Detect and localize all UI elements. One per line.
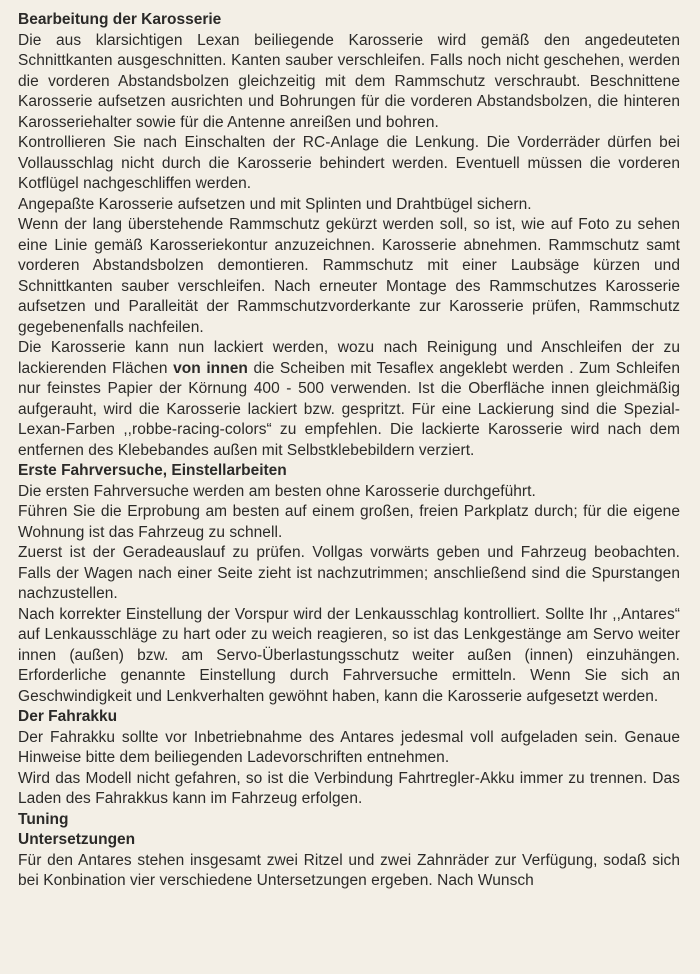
paragraph: Führen Sie die Erprobung am besten auf einem großen, freien Parkplatz durch; für die eigene Wohnung ist das Fahrzeug zu schnell. [18,503,680,541]
paragraph-text: die Scheiben mit Tesaflex angeklebt werden . Zum Schleifen nur feinstes Papier der Körnung 400 - 500 verwenden. Ist die Oberfläche innen gleichmäßig aufgerauht, wird die Karosserie lackiert bzw. gespritzt. Für eine Lackierung sind die Spezial-Lexan-Farben ,,robbe-racing-colors“ zu empfehlen. Die lackierte Karosserie wird nach dem entfernen des Klebebandes außen mit Selbstklebebildern verziert. [18,359,680,459]
paragraph: Zuerst ist der Geradeauslauf zu prüfen. Vollgas vorwärts geben und Fahrzeug beobachten. Falls der Wagen nach einer Seite zieht ist nachzutrimmen; anschließend sind die Spurstangen nachzustellen. [18,544,680,602]
emphasis-von-innen: von innen [173,359,248,377]
section-heading: Der Fahrakku [18,708,118,725]
paragraph: Wird das Modell nicht gefahren, so ist die Verbindung Fahrtregler-Akku immer zu trennen. Das Laden des Fahrakkus kann im Fahrzeug erfolgen. [18,769,680,807]
section-subheading: Untersetzungen [18,831,136,848]
section-fahrversuche [18,461,680,707]
section-karosserie [18,10,680,461]
paragraph: Der Fahrakku sollte vor Inbetriebnahme des Antares jedesmal voll aufgeladen sein. Genaue Hinweise bitte dem beiliegenden Ladevorschriften entnehmen. [18,728,680,766]
section-tuning [18,810,680,892]
paragraph: Die ersten Fahrversuche werden am besten ohne Karosserie durchgeführt. [18,482,536,500]
paragraph: Die aus klarsichtigen Lexan beiliegende Karosserie wird gemäß den angedeuteten Schnittkanten ausgeschnitten. Kanten sauber verschleifen. Falls noch nicht geschehen, werden die vorderen Abstandsbolzen gleichzeitig mit dem Rammschutz verschraubt. Beschnittene Karosserie aufsetzen ausrichten und Bohrungen für die vorderen Abstandsbolzen, die hinteren Karosseriehalter sowie für die Antenne anreißen und bohren. [18,31,680,131]
paragraph-text: Die Karosserie kann nun lackiert werden, wozu nach Reinigung und Anschleifen der zu lackierenden Flächen [18,339,680,377]
section-fahrakku [18,707,680,810]
paragraph: Angepaßte Karosserie aufsetzen und mit Splinten und Drahtbügel sichern. [18,195,532,213]
paragraph: Wenn der lang überstehende Rammschutz gekürzt werden soll, so ist, wie auf Foto zu sehen eine Linie gemäß Karosseriekontur anzuzeichnen. Karosserie abnehmen. Rammschutz samt vorderen Abstandsbolzen demontieren. Rammschutz mit einer Laubsäge kürzen und Schnittkanten sauber verschleifen. Nach erneuter Montage des Rammschutzes Karosserie aufsetzen und Paralleität der Rammschutzvorderkante zur Karosserie prüfen, Rammschutz gegebenenfalls nachfeilen. [18,216,680,336]
section-heading: Erste Fahrversuche, Einstellarbeiten [18,462,287,479]
paragraph: Nach korrekter Einstellung der Vorspur wird der Lenkausschlag kontrolliert. Sollte Ihr ,,Antares“ auf Lenkausschläge zu hart oder zu weich reagieren, so ist das Lenkgestänge am Servo weiter innen (außen) bzw. am Servo-Überlastungsschutz weiter außen (innen) einzuhängen. Erforderliche genannte Einstellung durch Fahrversuche ermitteln. Wenn Sie sich an Geschwindigkeit und Lenkverhalten gewöhnt haben, kann die Karosserie aufgesetzt werden. [18,605,680,705]
section-heading: Tuning [18,810,69,828]
paragraph: Für den Antares stehen insgesamt zwei Ritzel und zwei Zahnräder zur Verfügung, sodaß sich bei Konbination vier verschiedene Untersetzungen ergeben. Nach Wunsch [18,851,680,889]
paragraph: Kontrollieren Sie nach Einschalten der RC-Anlage die Lenkung. Die Vorderräder dürfen bei Vollausschlag nicht durch die Karosserie behindert werden. Eventuell müssen die vorderen Kotflügel nachgeschliffen werden. [18,134,680,192]
paragraph-lackieren [18,338,680,461]
section-heading: Bearbeitung der Karosserie [18,11,222,28]
